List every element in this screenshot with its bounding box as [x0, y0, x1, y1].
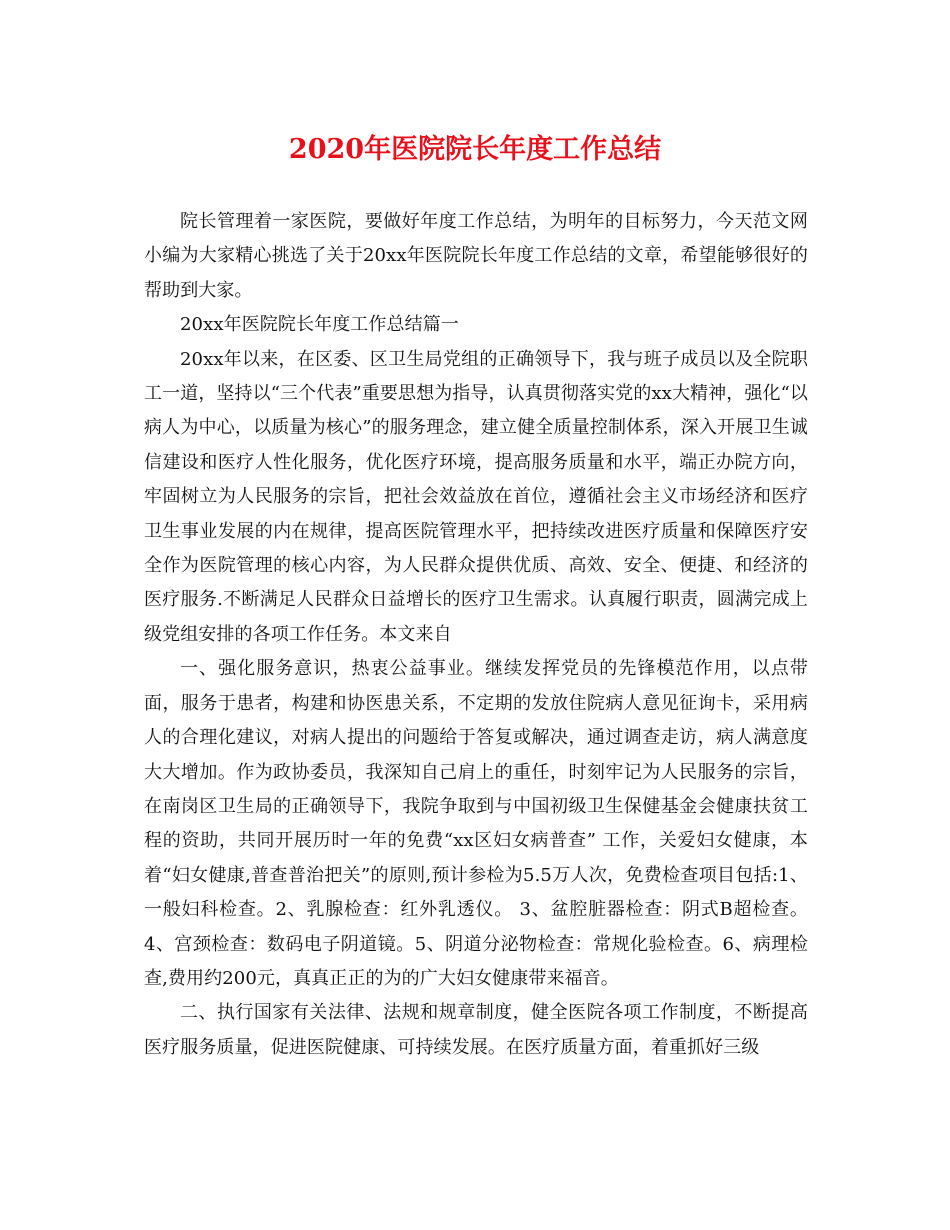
body-paragraph: 二、执行国家有关法律、法规和规章制度，健全医院各项工作制度，不断提高医疗服务质量，促进医院健康、可持续发展。在医疗质量方面，着重抓好三级	[144, 1002, 808, 1058]
document-body	[144, 205, 808, 1065]
body-paragraph: 20xx年以来，在区委、区卫生局党组的正确领导下，我与班子成员以及全院职工一道，坚持以“三个代表”重要思想为指导，认真贯彻落实党的xx大精神，强化“以病人为中心，以质量为核心”的服务理念，建立健全质量控制体系，深入开展卫生诚信建设和医疗人性化服务，优化医疗环境，提高服务质量和水平，端正办院方向，牢固树立为人民服务的宗旨，把社会效益放在首位，遵循社会主义市场经济和医疗卫生事业发展的内在规律，提高医院管理水平，把持续改进医疗质量和保障医疗安全作为医院管理的核心内容，为人民群众提供优质、高效、安全、便捷、和经济的医疗服务.不断满足人民群众日益增长的医疗卫生需求。认真履行职责，圆满完成上级党组安排的各项工作任务。本文来自	[144, 348, 808, 645]
section-heading: 20xx年医院院长年度工作总结篇一	[180, 314, 459, 336]
body-paragraph: 一、强化服务意识，热衷公益事业。继续发挥党员的先锋模范作用，以点带面，服务于患者，构建和协医患关系，不定期的发放住院病人意见征询卡，采用病人的合理化建议，对病人提出的问题给于答复或解决，通过调查走访，病人满意度大大增加。作为政协委员，我深知自己肩上的重任，时刻牢记为人民服务的宗旨，在南岗区卫生局的正确领导下，我院争取到与中国初级卫生保健基金会健康扶贫工程的资助，共同开展历时一年的免费“xx区妇女病普查” 工作，关爱妇女健康，本着“妇女健康,普查普治把关”的原则,预计参检为5.5万人次，免费检查项目包括:1、一般妇科检查。2、乳腺检查：红外乳透仪。 3、盆腔脏器检查：阴式B超检查。4、宫颈检查：数码电子阴道镜。5、阴道分泌物检查：常规化验检查。6、病理检查,费用约200元，真真正正的为的广大妇女健康带来福音。	[144, 658, 808, 989]
intro-paragraph: 院长管理着一家医院，要做好年度工作总结，为明年的目标努力，今天范文网小编为大家精心挑选了关于20xx年医院院长年度工作总结的文章，希望能够很好的帮助到大家。	[144, 211, 808, 301]
document-title: 2020年医院院长年度工作总结	[288, 134, 662, 165]
